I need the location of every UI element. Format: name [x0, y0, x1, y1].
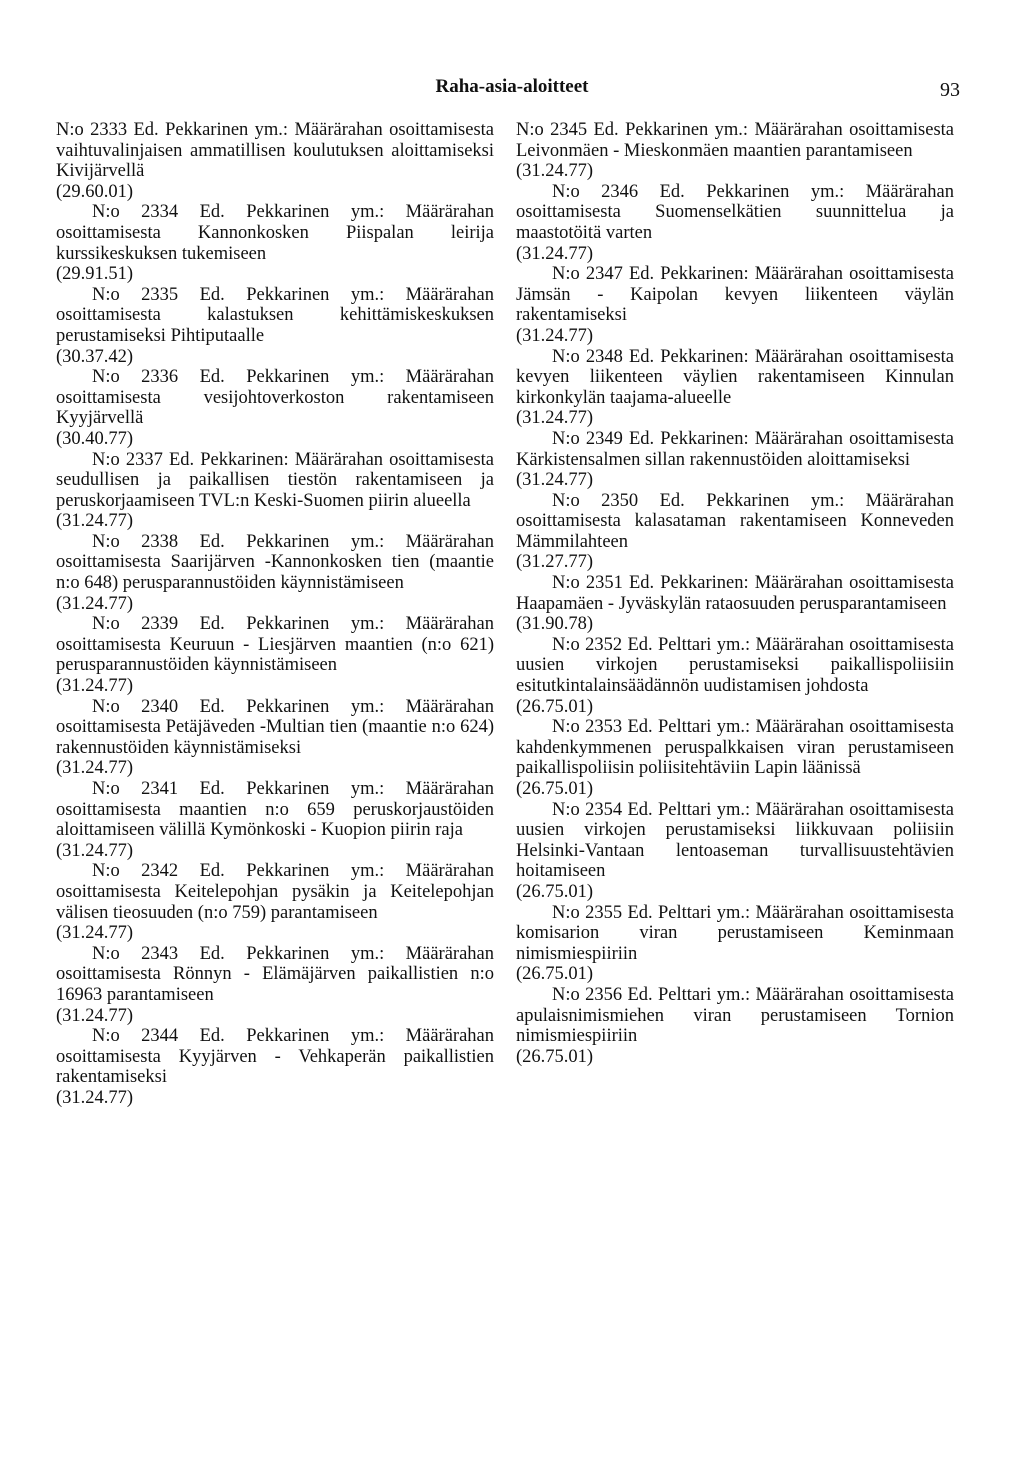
initiative-heading: N:o 2333 Ed. Pekkarinen ym.: Määrärahan — [56, 120, 383, 140]
budget-code: (31.24.77) — [56, 840, 134, 861]
initiative-entry — [56, 202, 494, 284]
initiative-heading: N:o 2346 Ed. Pekkarinen ym.: Määrärahan — [552, 181, 954, 202]
initiative-heading: N:o 2334 Ed. Pekkarinen ym.: Määrärahan — [92, 202, 494, 223]
initiative-entry — [516, 182, 954, 264]
initiative-description: osoittamisesta kevyen liikenteen väylien rakentamiseen Kinnulan kirkonkylän taajama-alueelle — [516, 346, 954, 408]
initiative-heading: N:o 2355 Ed. Pelttari ym.: Määrärahan — [552, 902, 844, 923]
initiative-entry — [516, 347, 954, 429]
initiative-heading: N:o 2341 Ed. Pekkarinen ym.: Määrärahan — [92, 779, 494, 799]
initiative-heading: N:o 2356 Ed. Pelttari ym.: Määrärahan — [552, 984, 844, 1005]
initiative-heading: N:o 2345 Ed. Pekkarinen ym.: Määrärahan — [516, 120, 843, 140]
initiative-entry — [56, 1026, 494, 1108]
initiative-description: osoittamisesta seudullisen ja paikallisen tiestön rakentamiseen ja peruskorjaamiseen TVL:n Keski-Suomen piirin alueella — [56, 449, 494, 511]
initiative-heading: N:o 2353 Ed. Pelttari ym.: Määrärahan — [552, 717, 844, 738]
budget-code: (31.24.77) — [56, 593, 134, 614]
initiative-description: osoittamisesta apulaisnimismiehen viran perustamiseen Tornion nimismiespiiriin — [516, 984, 955, 1047]
initiative-description: osoittamisesta kalastuksen kehittämiskeskuksen perustamiseksi Pihtiputaalle — [56, 305, 494, 346]
initiative-entry — [516, 120, 954, 182]
initiative-entry — [516, 491, 954, 573]
budget-code: (31.24.77) — [516, 408, 594, 429]
initiative-description: osoittamisesta kalasataman rakentamiseen Konneveden Mämmilahteen — [516, 511, 954, 552]
initiative-heading: N:o 2337 Ed. Pekkarinen: Määrärahan — [92, 449, 384, 470]
page-header — [0, 76, 1024, 106]
initiative-entry — [516, 573, 954, 635]
initiative-heading: N:o 2343 Ed. Pekkarinen ym.: Määrärahan — [92, 943, 494, 964]
initiative-entry — [56, 944, 494, 1026]
initiative-heading: N:o 2352 Ed. Pelttari ym.: Määrärahan — [552, 634, 844, 655]
initiative-entry — [516, 635, 954, 717]
initiative-entry — [56, 861, 494, 943]
budget-code: (29.91.51) — [56, 264, 134, 285]
initiative-description: osoittamisesta Jämsän - Kaipolan kevyen liikenteen väylän rakentamiseksi — [516, 264, 954, 326]
initiative-heading: N:o 2347 Ed. Pekkarinen: Määrärahan — [552, 264, 844, 285]
initiative-entry — [516, 717, 954, 799]
initiative-description: osoittamisesta Suomenselkätien suunnittelua ja maastotöitä varten — [516, 202, 954, 243]
initiative-description: osoittamisesta uusien virkojen perustamiseksi paikallispoliisiin esitutkintalainsäädännön uudistamisen johdosta — [516, 634, 955, 697]
initiative-entry — [56, 450, 494, 532]
initiative-description: osoittamisesta Leivonmäen - Mieskonmäen maantien parantamiseen — [516, 120, 954, 161]
page-number: 93 — [940, 79, 960, 101]
budget-code: (26.75.01) — [516, 1046, 594, 1067]
budget-code: (31.27.77) — [516, 552, 594, 573]
budget-code: (30.40.77) — [56, 428, 134, 449]
initiative-description: osoittamisesta Haapamäen - Jyväskylän rataosuuden perusparantamiseen — [516, 573, 954, 614]
initiative-heading: N:o 2344 Ed. Pekkarinen ym.: Määrärahan — [92, 1026, 494, 1047]
initiative-description: osoittamisesta vesijohtoverkoston rakentamiseen Kyyjärvellä — [56, 387, 494, 429]
budget-code: (31.24.77) — [516, 325, 594, 346]
budget-code: (26.75.01) — [516, 964, 594, 985]
budget-code: (31.24.77) — [56, 758, 134, 779]
initiative-description: osoittamisesta Kärkistensalmen sillan rakennustöiden aloittamiseksi — [516, 428, 954, 470]
initiative-description: osoittamisesta Kannonkosken Piispalan leirija kurssikeskuksen tukemiseen — [56, 222, 494, 264]
budget-code: (31.24.77) — [516, 470, 594, 491]
initiative-entry — [56, 367, 494, 449]
budget-code: (31.24.77) — [56, 1087, 134, 1108]
initiative-heading: N:o 2335 Ed. Pekkarinen ym.: Määrärahan — [92, 284, 494, 305]
budget-code: (31.24.77) — [56, 511, 134, 532]
initiative-entry — [56, 697, 494, 779]
initiative-entry — [516, 985, 954, 1067]
budget-code: (26.75.01) — [516, 881, 594, 902]
initiative-heading: N:o 2336 Ed. Pekkarinen ym.: Määrärahan — [92, 367, 494, 388]
budget-code: (26.75.01) — [516, 779, 594, 799]
initiative-description: osoittamisesta Rönnyn - Elämäjärven paikallistien n:o 16963 parantamiseen — [56, 964, 494, 1005]
budget-code: (31.24.77) — [56, 676, 134, 697]
initiative-description: osoittamisesta komisarion viran perustamiseen Keminmaan nimismiespiiriin — [516, 902, 955, 964]
initiative-entry — [516, 800, 954, 903]
initiative-heading: N:o 2340 Ed. Pekkarinen ym.: Määrärahan — [92, 696, 494, 717]
initiative-entry — [56, 614, 494, 696]
initiative-heading: N:o 2354 Ed. Pelttari ym.: Määrärahan — [552, 799, 844, 820]
budget-code: (31.24.77) — [516, 243, 594, 264]
initiative-heading: N:o 2348 Ed. Pekkarinen: Määrärahan — [552, 346, 844, 367]
budget-code: (31.90.78) — [516, 614, 594, 635]
budget-code: (26.75.01) — [516, 696, 594, 717]
initiative-heading: N:o 2338 Ed. Pekkarinen ym.: Määrärahan — [92, 531, 494, 552]
running-title: Raha-asia-aloitteet — [435, 76, 589, 97]
initiative-heading: N:o 2350 Ed. Pekkarinen ym.: Määrärahan — [552, 490, 954, 511]
initiative-entry — [56, 532, 494, 614]
budget-code: (31.24.77) — [56, 923, 134, 944]
initiative-entry — [56, 285, 494, 367]
right-column — [516, 120, 954, 1067]
initiative-description: osoittamisesta Kyyjärven - Vehkaperän paikallistien rakentamiseksi — [56, 1046, 494, 1088]
initiative-description: osoittamisesta kahdenkymmenen peruspalkkaisen viran perustamiseen paikallispoliisin poliisitehtäviin Lapin läänissä — [516, 717, 955, 779]
initiative-entry — [56, 779, 494, 861]
budget-code: (31.24.77) — [516, 161, 594, 182]
budget-code: (30.37.42) — [56, 346, 134, 367]
budget-code: (31.24.77) — [56, 1005, 134, 1026]
initiative-entry — [516, 264, 954, 346]
left-column — [56, 120, 494, 1109]
initiative-heading: N:o 2339 Ed. Pekkarinen ym.: Määrärahan — [92, 614, 494, 635]
initiative-description: osoittamisesta uusien virkojen perustamiseksi liikkuvaan poliisiin Helsinki-Vantaan lentoaseman turvallisuustehtävien hoitamiseen — [516, 799, 955, 882]
budget-code: (29.60.01) — [56, 181, 134, 202]
initiative-entry — [516, 903, 954, 985]
initiative-heading: N:o 2351 Ed. Pekkarinen: Määrärahan — [552, 573, 844, 594]
initiative-description: osoittamisesta Petäjäveden -Multian tien (maantie n:o 624) rakennustöiden käynnistämiseksi — [56, 717, 494, 758]
initiative-heading: N:o 2342 Ed. Pekkarinen ym.: Määrärahan — [92, 861, 494, 882]
initiative-description: osoittamisesta Saarijärven -Kannonkosken tien (maantie n:o 648) perusparannustöiden käynnistämiseen — [56, 552, 494, 594]
initiative-heading: N:o 2349 Ed. Pekkarinen: Määrärahan — [552, 428, 844, 449]
initiative-description: osoittamisesta Keuruun - Liesjärven maantien (n:o 621) perusparannustöiden käynnistämiseen — [56, 634, 494, 676]
initiative-description: osoittamisesta Keitelepohjan pysäkin ja Keitelepohjan välisen tieosuuden (n:o 759) parantamiseen — [56, 881, 494, 923]
initiative-description: osoittamisesta maantien n:o 659 peruskorjaustöiden aloittamiseen välillä Kymönkoski - Kuopion piirin raja — [56, 799, 494, 841]
initiative-description: osoittamisesta vaihtuvalinjaisen ammatillisen koulutuksen aloittamiseksi Kivijärvellä — [56, 120, 494, 182]
initiative-entry — [516, 429, 954, 491]
initiative-entry — [56, 120, 494, 202]
